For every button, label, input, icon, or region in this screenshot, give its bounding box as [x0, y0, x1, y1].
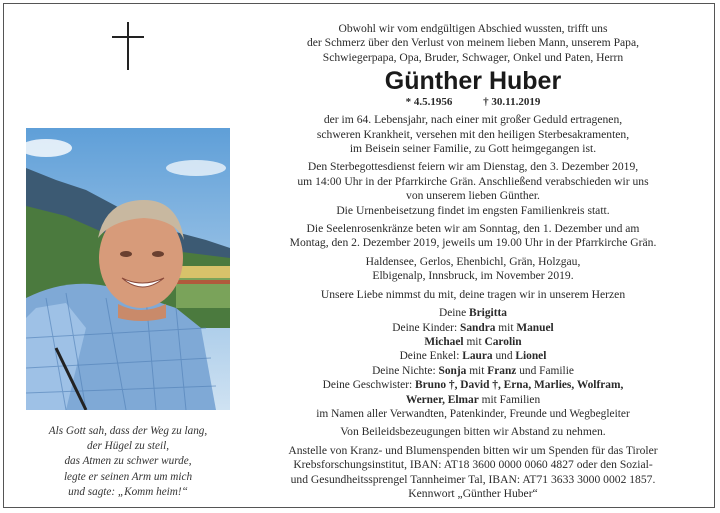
death-date: † 30.11.2019 — [483, 96, 541, 109]
service-line: Die Urnenbeisetzung findet im engsten Familienkreis statt. — [336, 203, 610, 217]
poem-line: der Hügel zu steil, — [86, 440, 170, 453]
donation-line: Anstelle von Kranz- und Blumenspenden bitten wir um Spenden für das Tiroler — [288, 443, 658, 457]
service-line: von unserem lieben Günther. — [406, 189, 540, 203]
cross-icon — [112, 22, 144, 70]
poem-line: und sagte: „Komm heim!“ — [68, 485, 188, 498]
poem-line: das Atmen zu schwer wurde, — [64, 455, 192, 468]
rosary-line: Die Seelenrosenkränze beten wir am Sonntag, den 1. Dezember und am — [306, 222, 640, 236]
deceased-name: Günther Huber — [384, 67, 562, 96]
poem-line: legte er seinen Arm um mich — [63, 470, 193, 483]
header-line: Schwiegerpapa, Opa, Bruder, Schwager, Onkel und Paten, Herrn — [322, 50, 624, 64]
header-line: der Schmerz über den Verlust von meinem lieben Mann, unserem Papa, — [306, 36, 640, 50]
family-relatives: im Namen aller Verwandten, Patenkinder, Freunde und Wegbegleiter — [316, 407, 630, 420]
death-line: im Beisein seiner Familie, zu Gott heimgegangen ist. — [349, 142, 597, 156]
notice-text — [252, 22, 694, 501]
death-line: schweren Krankheit, versehen mit den heiligen Sterbesakramenten, — [316, 127, 630, 141]
family-wife: Deine Brigitta — [438, 307, 507, 320]
rosary-line: Montag, den 2. Dezember 2019, jeweils um 19.00 Uhr in der Pfarrkirche Grän. — [289, 236, 657, 250]
birth-date: * 4.5.1956 — [405, 96, 453, 109]
family-siblings-2: Werner, Elmar mit Familien — [405, 393, 541, 406]
family-children-2: Michael mit Carolin — [424, 335, 522, 348]
poem-line: Als Gott sah, dass der Weg zu lang, — [48, 425, 208, 437]
service-line: um 14:00 Uhr in der Pfarrkirche Grän. Anschließend verabschieden wir uns — [297, 174, 649, 188]
family-list — [252, 306, 694, 421]
family-siblings: Deine Geschwister: Bruno †, David †, Erna, Marlies, Wolfram, — [322, 379, 624, 392]
condolence-line: Von Beileidsbezeugungen bitten wir Abstand zu nehmen. — [340, 425, 606, 439]
love-line: Unsere Liebe nimmst du mit, deine tragen wir in unserem Herzen — [320, 287, 626, 301]
donation-line: Kennwort „Günther Huber“ — [408, 486, 538, 500]
family-niece: Deine Nichte: Sonja mit Franz und Familie — [372, 364, 574, 377]
donation-line: und Gesundheitssprengel Tannheimer Tal, IBAN: AT71 3633 3000 0002 1857. — [290, 472, 656, 486]
place-line: Elbigenalp, Innsbruck, im November 2019. — [372, 269, 574, 283]
place-line: Haldensee, Gerlos, Ehenbichl, Grän, Holzgau, — [365, 254, 581, 268]
service-line: Den Sterbegottesdienst feiern wir am Dienstag, den 3. Dezember 2019, — [307, 160, 639, 174]
portrait-photo — [26, 128, 230, 410]
life-dates — [252, 96, 694, 109]
family-grandchildren: Deine Enkel: Laura und Lionel — [399, 350, 547, 363]
family-children: Deine Kinder: Sandra mit Manuel — [392, 321, 554, 334]
poem — [24, 424, 232, 500]
header-line: Obwohl wir vom endgültigen Abschied wussten, trifft uns — [338, 22, 608, 35]
donation-line: Krebsforschungsinstitut, IBAN: AT18 3600 0000 0060 4827 oder den Sozial- — [293, 458, 653, 472]
death-line: der im 64. Lebensjahr, nach einer mit großer Geduld ertragenen, — [323, 113, 623, 127]
